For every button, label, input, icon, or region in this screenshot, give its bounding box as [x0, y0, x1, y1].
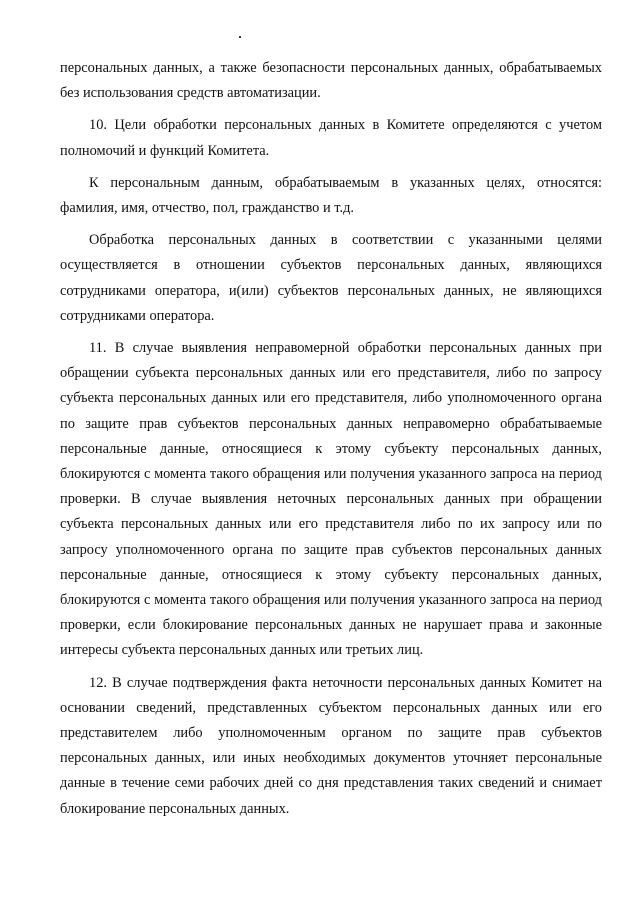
- paragraph-11: 11. В случае выявления неправомерной обработки персональных данных при обращении субъекта персональных данных или его представителя, либо по запросу субъекта персональных данных или его представителя, либо уполномоченного органа по защите прав субъектов персональных данных неправомерно обрабатываемые персональные данные, относящиеся к этому субъекту персональных данных, блокируются с момента такого обращения или получения указанного запроса на период проверки. В случае выявления неточных персональных данных при обращении субъекта персональных данных или его представителя либо по их запросу или по запросу уполномоченного органа по защите прав субъектов персональных данных персональные данные, относящиеся к этому субъекту персональных данных, блокируются с момента такого обращения или получения указанного запроса на период проверки, если блокирование персональных данных не нарушает права и законные интересы субъекта персональных данных или третьих лиц.: [60, 340, 602, 659]
- document-body: [60, 56, 602, 829]
- paragraph-continuation: персональных данных, а также безопасности персональных данных, обрабатываемых без использования средств автоматизации.: [60, 60, 602, 102]
- paragraph-personal-data-list: К персональным данным, обрабатываемым в указанных целях, относятся: фамилия, имя, отчество, пол, гражданство и т.д.: [60, 174, 602, 217]
- paragraph-processing-scope: Обработка персональных данных в соответствии с указанными целями осуществляется в отношении субъектов персональных данных, являющихся сотрудниками оператора, и(или) субъектов персональных данных, не являющихся сотрудниками оператора.: [60, 232, 602, 324]
- paragraph-12: 12. В случае подтверждения факта неточности персональных данных Комитет на основании сведений, представленных субъектом персональных данных или его представителем либо уполномоченным органом по защите прав субъектов персональных данных, или иных необходимых документов уточняет персональные данные в течение семи рабочих дней со дня представления таких сведений и снимает блокирование персональных данных.: [60, 674, 602, 817]
- page-mark: [239, 36, 241, 38]
- paragraph-10: 10. Цели обработки персональных данных в Комитете определяются с учетом полномочий и функций Комитета.: [60, 117, 602, 159]
